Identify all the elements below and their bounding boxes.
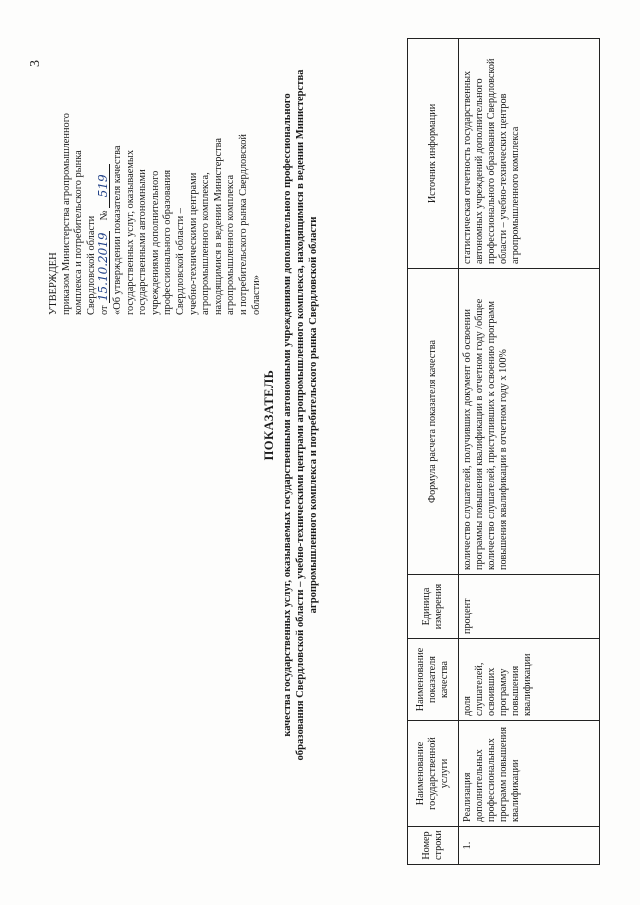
date-prefix: от <box>99 305 111 315</box>
title-heading: ПОКАЗАТЕЛЬ <box>262 369 276 461</box>
header-unit: Единица измерения <box>408 575 459 639</box>
title-line: качества государственных услуг, оказываемых государственными автономными учреждениями дополнительного профессионального <box>282 93 293 737</box>
approval-about-line: агропромышленного комплекса <box>225 174 237 315</box>
handwritten-date: 15.10.2019 <box>96 232 111 302</box>
header-source: Источник информации <box>408 39 459 269</box>
approval-line: Свердловской области <box>85 215 97 315</box>
indicator-table <box>407 38 600 865</box>
approval-about-line: Свердловской области – <box>174 208 186 315</box>
approval-line: приказом Министерства агропромышленного <box>60 113 72 315</box>
header-formula: Формула расчета показателя качества <box>408 269 459 575</box>
header-row-number: Номер строки <box>408 827 459 865</box>
approval-line: комплекса и потребительского рынка <box>73 150 85 315</box>
cell-indicator-name: доля слушателей, освоивших программу повышения квалификации <box>459 639 600 721</box>
approval-about-line: агропромышленного комплекса, <box>200 172 212 315</box>
approval-about-line: государственных услуг, оказываемых <box>124 149 136 315</box>
page-number: 3 <box>28 60 43 67</box>
approval-about-line: учреждениями дополнительного <box>149 170 161 315</box>
handwritten-number: 519 <box>98 164 110 208</box>
cell-service-name: Реализация дополнительных профессиональных программ повышения квалификации <box>459 721 600 827</box>
cell-unit: процент <box>459 575 600 639</box>
approval-line: УТВЕРЖДЕН <box>48 252 59 315</box>
approval-about-line: государственными автономными <box>137 169 149 315</box>
title-line: агропромышленного комплекса и потребительского рынка Свердловской области <box>308 216 319 614</box>
cell-formula: количество слушателей, получивших документ об освоении программы повышения квалификации в отчетном году /общее количество слушателей, приступивших к освоению программ повышения квалификации в отчетном году х 100% <box>459 269 600 575</box>
header-service-name: Наименование государственной услуги <box>408 721 459 827</box>
title-description <box>281 65 320 765</box>
approval-stamp <box>48 15 263 315</box>
approval-about-line: «Об утверждении показателя качества <box>111 145 123 315</box>
document-title <box>262 65 320 765</box>
title-line: образования Свердловской области – учебно-техническими центрами агропромышленного комплекса, находящимися в ведении Министерства <box>295 69 306 761</box>
table-row <box>459 39 600 865</box>
number-prefix: № <box>99 210 111 221</box>
approval-about-line: находящимися в ведении Министерства <box>212 137 224 315</box>
header-indicator-name: Наименование показателя качества <box>408 639 459 721</box>
approval-date-line <box>98 15 112 315</box>
approval-about-line: учебно-техническими центрами <box>187 172 199 315</box>
approval-about-line: области» <box>250 275 262 315</box>
cell-source: статистическая отчетность государственных автономных учреждений дополнительного профессионального образования Свердловской области – учебно-технических центров агропромышленного комплекса <box>459 39 600 269</box>
approval-about-line: и потребительского рынка Свердловской <box>237 134 249 315</box>
cell-row-number: 1. <box>459 827 600 865</box>
table-header-row <box>408 39 459 865</box>
approval-about-line: профессионального образования <box>162 169 174 315</box>
